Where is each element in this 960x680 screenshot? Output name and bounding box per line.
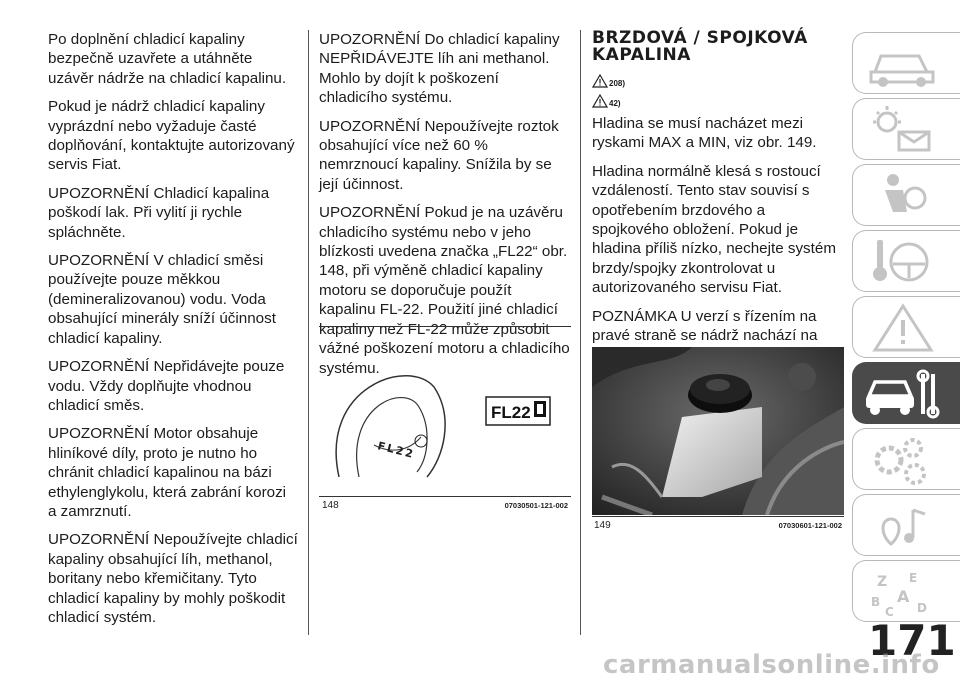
paragraph: UPOZORNĚNÍ Nepoužívejte chladicí kapaliny obsahující líh, methanol, boritany nebo křemičitany. Tyto chladicí kapaliny by mohly poškodit chladicí systém. [48, 531, 298, 626]
tab-road-warning[interactable] [852, 296, 960, 358]
tab-car-dashboard[interactable] [852, 32, 960, 94]
paragraph: UPOZORNĚNÍ Chladicí kapalina poškodí lak. Při vylití ji rychle spláchněte. [48, 184, 270, 241]
warning-lights-icon [863, 102, 943, 158]
paragraph: UPOZORNĚNÍ Do chladicí kapaliny NEPŘIDÁVEJTE líh ani methanol. Mohlo by dojít k poškození chladicího systému. [319, 31, 560, 107]
warning-reference [592, 90, 844, 108]
column-divider [580, 30, 581, 635]
column-3 [592, 30, 844, 374]
tab-index[interactable] [852, 560, 960, 622]
tab-steering-wheel[interactable] [852, 230, 960, 292]
warning-triangle-icon [592, 74, 608, 88]
paragraph: UPOZORNĚNÍ Nepoužívejte roztok obsahující více než 60 % nemrznoucí kapaliny. Snížila by se její účinnost. [319, 117, 559, 193]
svg-text:D: D [917, 601, 927, 615]
alphabet-index-icon [863, 564, 943, 620]
column-1 [48, 30, 298, 636]
heading-line-1: BRZDOVÁ / SPOJKOVÁ [592, 28, 808, 48]
paragraph: Pokud je nádrž chladicí kapaliny vyprázdní nebo vyžaduje časté doplňování, kontaktujte autorizovaný servis Fiat. [48, 98, 295, 174]
svg-text:C: C [885, 605, 894, 619]
paragraph: UPOZORNĚNÍ Nepřidávejte pouze vodu. Vždy doplňujte vhodnou chladicí směs. [48, 358, 285, 414]
svg-text:Z: Z [877, 574, 888, 590]
figure-149-rule [592, 516, 844, 517]
heading-line-2: KAPALINA [592, 45, 691, 65]
paragraph: UPOZORNĚNÍ Pokud je na uzávěru chladicího systému nebo v jeho blízkosti uvedena značka „FL22“ obr. 148, při výměně chladicí kapaliny motoru se doporučuje použít kapalinu FL-22. Použití jiné chladicí kapaliny než FL-22 může způsobit vážné poškození motoru a chladicího systému. [319, 204, 570, 377]
airbag-seat-icon [863, 168, 943, 224]
tab-warning-lights[interactable] [852, 98, 960, 160]
figure-149-caption [594, 520, 842, 531]
svg-text:B: B [871, 595, 881, 609]
car-dashboard-icon [863, 36, 943, 92]
paragraph: UPOZORNĚNÍ Motor obsahuje hliníkové díly, proto je nutno ho chránit chladicí kapalinou na bázi ethylenglykolu, která zabrání korozi a zamrznutí. [48, 425, 287, 520]
paragraph: UPOZORNĚNÍ V chladicí směsi používejte pouze měkkou (demineralizovanou) vodu. Voda obsahující minerály sníží účinnost chladicí kapaliny. [48, 252, 276, 347]
cap-embossed-text: FL22 [376, 439, 417, 462]
figure-148-rule [319, 496, 571, 497]
paragraph: POZNÁMKA U verzí s řízením na pravé straně se nádrž nachází na [592, 307, 818, 345]
warning-number: 42) [609, 99, 621, 108]
figure-148 [319, 326, 571, 497]
paragraph: Hladina normálně klesá s rostoucí vzdáleností. Tento stav souvisí s opotřebením brzdového a spojkového obložení. Pokud je hladina příliš nízko, nechejte systém brzdy/spojky zkontrolovat u autorizovaného servisu Fiat. [592, 162, 836, 297]
car-wrench-icon [861, 366, 947, 422]
figure-number: 148 [322, 500, 339, 511]
column-divider [308, 30, 309, 635]
multimedia-icon [863, 498, 943, 554]
brake-fluid-reservoir-photo [592, 347, 844, 515]
figure-number: 149 [594, 520, 611, 531]
watermark: carmanualsonline.info [603, 650, 940, 680]
tab-multimedia[interactable] [852, 494, 960, 556]
fl22-label: FL22 [491, 403, 531, 422]
svg-text:E: E [909, 571, 918, 585]
chapter-tabs [852, 0, 960, 678]
gears-data-icon [863, 432, 943, 488]
steering-wheel-key-icon [863, 234, 943, 290]
tab-car-service[interactable] [852, 362, 960, 424]
warning-reference [592, 70, 844, 88]
svg-text:A: A [897, 587, 910, 606]
radiator-cap-illustration [319, 327, 571, 497]
figure-148-caption [322, 500, 568, 511]
road-warning-icon [863, 300, 943, 356]
tab-airbag-seat[interactable] [852, 164, 960, 226]
figure-code: 07030501-121-002 [504, 501, 568, 510]
paragraph: Po doplnění chladicí kapaliny bezpečně uzavřete a utáhněte uzávěr nádrže na chladicí kapalinu. [48, 31, 287, 87]
figure-code: 07030601-121-002 [778, 521, 842, 530]
section-heading [592, 30, 844, 64]
warning-triangle-icon [592, 94, 608, 108]
tab-technical-data[interactable] [852, 428, 960, 490]
page-number: 171 [868, 616, 956, 665]
warning-number: 208) [609, 79, 626, 88]
paragraph: Hladina se musí nacházet mezi ryskami MAX a MIN, viz obr. 149. [592, 115, 817, 152]
